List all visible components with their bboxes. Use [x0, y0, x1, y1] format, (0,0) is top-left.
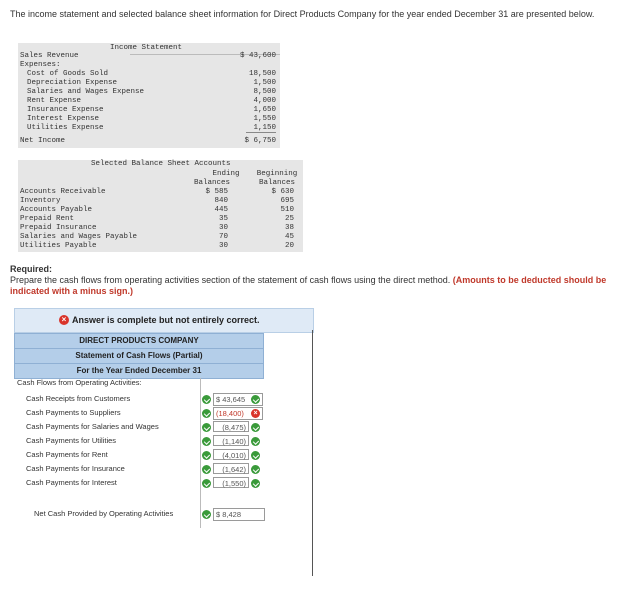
bs-row-label: Prepaid Rent [20, 215, 75, 223]
company-header: DIRECT PRODUCTS COMPANY [14, 333, 264, 349]
answer-row-input[interactable]: (1,550) [213, 477, 249, 488]
answer-row-input[interactable]: (1,140) [213, 435, 249, 446]
correct-check-icon [202, 451, 211, 460]
expense-label: Rent Expense [27, 97, 82, 105]
bs-row-ending: 30 [218, 242, 228, 250]
answer-row-input[interactable]: (4,010) [213, 449, 249, 460]
col-beginning-line1: Beginning [256, 170, 298, 178]
correct-check-icon [251, 437, 260, 446]
correct-check-icon [202, 437, 211, 446]
answer-row-label: Cash Payments for Insurance [26, 464, 125, 473]
bs-row-beginning: 38 [284, 224, 294, 232]
expense-label: Depreciation Expense [27, 79, 118, 87]
balance-sheet-title: Selected Balance Sheet Accounts [91, 160, 231, 168]
correct-check-icon [251, 423, 260, 432]
expense-label: Interest Expense [27, 115, 100, 123]
answer-row [14, 420, 264, 434]
bs-row-beginning: 45 [284, 233, 294, 241]
bs-row-ending: 30 [218, 224, 228, 232]
answer-row [14, 448, 264, 462]
net-cash-row [14, 507, 264, 521]
balance-sheet-panel [18, 160, 303, 252]
answer-row-input[interactable]: $ 43,645 [213, 393, 263, 406]
answer-row-label: Cash Receipts from Customers [26, 394, 131, 403]
bs-row-ending: $ 585 [205, 188, 228, 196]
col-beginning-line2: Balances [258, 179, 295, 187]
correct-check-icon [202, 510, 211, 519]
answer-row [14, 476, 264, 490]
answer-status-banner [14, 308, 314, 333]
bs-row-label: Prepaid Insurance [20, 224, 97, 232]
net-income-label: Net Income [20, 137, 66, 145]
required-text [10, 275, 615, 297]
answer-row-label: Cash Payments for Salaries and Wages [26, 422, 159, 431]
answer-row-input[interactable]: (1,642) [213, 463, 249, 474]
expense-value: 8,500 [253, 88, 276, 96]
col-ending-line2: Balances [193, 179, 230, 187]
correct-check-icon [202, 479, 211, 488]
correct-check-icon [202, 395, 211, 404]
sales-revenue-label: Sales Revenue [20, 52, 79, 60]
bs-row-beginning: 20 [284, 242, 294, 250]
required-instruction: Prepare the cash flows from operating activities section of the statement of cash flows using the direct method. [10, 275, 451, 285]
correct-check-icon [251, 479, 260, 488]
expense-label: Utilities Expense [27, 124, 104, 132]
expense-value: 18,500 [248, 70, 276, 78]
statement-header: Statement of Cash Flows (Partial) [14, 348, 264, 364]
bs-row-label: Accounts Payable [20, 206, 93, 214]
correct-check-icon [202, 465, 211, 474]
bs-row-ending: 445 [214, 206, 228, 214]
answer-row [14, 462, 264, 476]
expense-label: Cost of Goods Sold [27, 70, 109, 78]
bs-row-beginning: 510 [280, 206, 294, 214]
expenses-label: Expenses: [20, 61, 61, 69]
required-note: (Amounts to be deducted should be indicated with a minus sign.) [10, 275, 607, 296]
bs-row-beginning: 695 [280, 197, 294, 205]
bs-row-label: Salaries and Wages Payable [20, 233, 138, 241]
operating-activities-label: Cash Flows from Operating Activities: [17, 378, 142, 387]
answer-row-label: Cash Payments for Interest [26, 478, 117, 487]
bs-row-ending: 840 [214, 197, 228, 205]
intro-text: The income statement and selected balance sheet information for Direct Products Company for the year ended December 31 are presented below. [10, 9, 595, 19]
col-ending-line1: Ending [212, 170, 240, 178]
answer-row-label: Cash Payments for Rent [26, 450, 108, 459]
answer-row-label: Cash Payments to Suppliers [26, 408, 121, 417]
expense-value: 1,500 [253, 79, 276, 87]
bs-row-label: Accounts Receivable [20, 188, 106, 196]
answer-status-message: Answer is complete but not entirely correct. [72, 315, 260, 325]
income-statement-panel [18, 43, 280, 148]
answer-row [14, 434, 264, 448]
correct-check-icon [251, 451, 260, 460]
net-income-value: $ 6,750 [244, 137, 276, 145]
sales-revenue-value: $ 43,600 [239, 52, 276, 60]
correct-check-icon [251, 465, 260, 474]
incorrect-icon: × [59, 315, 69, 325]
net-cash-input[interactable]: $ 8,428 [213, 508, 265, 521]
answer-row [14, 406, 264, 420]
correct-check-icon [251, 395, 260, 404]
bs-row-ending: 35 [218, 215, 228, 223]
period-header: For the Year Ended December 31 [14, 363, 264, 379]
answer-row-label: Cash Payments for Utilities [26, 436, 117, 445]
bs-row-beginning: 25 [284, 215, 294, 223]
answer-row-input[interactable]: (18,400) [213, 407, 263, 420]
expense-value: 4,000 [253, 97, 276, 105]
income-statement-title: Income Statement [110, 44, 183, 52]
expense-label: Salaries and Wages Expense [27, 88, 145, 96]
bs-row-beginning: $ 630 [271, 188, 294, 196]
expense-value: 1,150 [253, 124, 276, 132]
expense-value: 1,550 [253, 115, 276, 123]
answer-row-input[interactable]: (8,475) [213, 421, 249, 432]
incorrect-x-icon: × [251, 409, 260, 418]
bs-row-ending: 70 [218, 233, 228, 241]
required-title: Required: [10, 264, 53, 274]
expense-value: 1,650 [253, 106, 276, 114]
correct-check-icon [202, 423, 211, 432]
net-cash-label: Net Cash Provided by Operating Activities [34, 509, 174, 518]
correct-check-icon [202, 409, 211, 418]
expense-label: Insurance Expense [27, 106, 104, 114]
bs-row-label: Utilities Payable [20, 242, 97, 250]
bs-row-label: Inventory [20, 197, 61, 205]
answer-row [14, 392, 264, 406]
